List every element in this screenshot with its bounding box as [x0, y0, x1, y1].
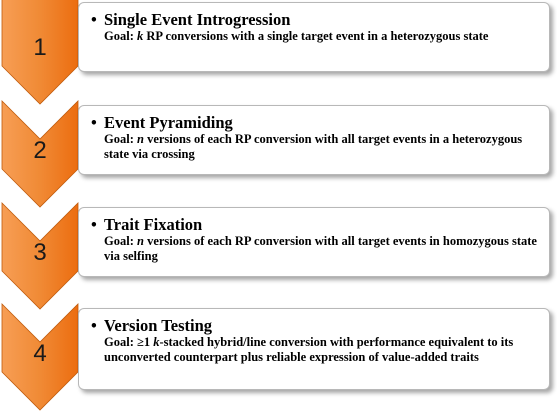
goal-text: RP conversions with a single target event in a heterozygous state [143, 29, 489, 43]
step-4-title-text: Version Testing [104, 316, 213, 335]
goal-variable: n [136, 132, 144, 146]
step-2-goal [104, 132, 539, 162]
step-3-number: 3 [33, 239, 47, 266]
goal-prefix: Goal: [104, 29, 137, 43]
step-3-title [91, 215, 539, 234]
step-1-number: 1 [33, 34, 47, 61]
goal-prefix: Goal: ≥1 [104, 335, 154, 349]
step-4-number: 4 [33, 340, 47, 367]
step-1 [0, 0, 557, 104]
step-2-card [78, 105, 550, 175]
goal-variable: n [136, 234, 144, 248]
goal-text: -stacked hybrid/line conversion with performance equivalent to its unconverted counterpart plus reliable expression of value-added traits [104, 335, 514, 364]
step-4-goal [104, 335, 539, 365]
goal-prefix: Goal: [104, 234, 137, 248]
step-4-title [91, 316, 539, 335]
step-3-card [78, 207, 550, 277]
goal-variable: k [153, 335, 160, 349]
goal-text: versions of each RP conversion with all target events in homozygous state via selfing [104, 234, 537, 263]
bullet-icon: • [91, 316, 97, 335]
goal-variable: k [136, 29, 144, 43]
bullet-icon: • [91, 215, 97, 234]
step-3 [0, 205, 557, 309]
bullet-icon: • [91, 113, 97, 132]
step-1-goal [104, 29, 539, 44]
step-1-title-text: Single Event Introgression [104, 10, 291, 29]
goal-prefix: Goal: [104, 132, 137, 146]
step-4 [0, 306, 557, 410]
step-3-goal [104, 234, 539, 264]
step-2-title-text: Event Pyramiding [104, 113, 233, 132]
step-2-title [91, 113, 539, 132]
bullet-icon: • [91, 10, 97, 29]
step-4-card [78, 308, 550, 390]
goal-text: versions of each RP conversion with all target events in a heterozygous state via crossing [104, 132, 523, 161]
step-1-title [91, 10, 539, 29]
step-2 [0, 103, 557, 207]
step-1-card [78, 2, 550, 72]
step-2-number: 2 [33, 137, 47, 164]
step-3-title-text: Trait Fixation [104, 215, 203, 234]
